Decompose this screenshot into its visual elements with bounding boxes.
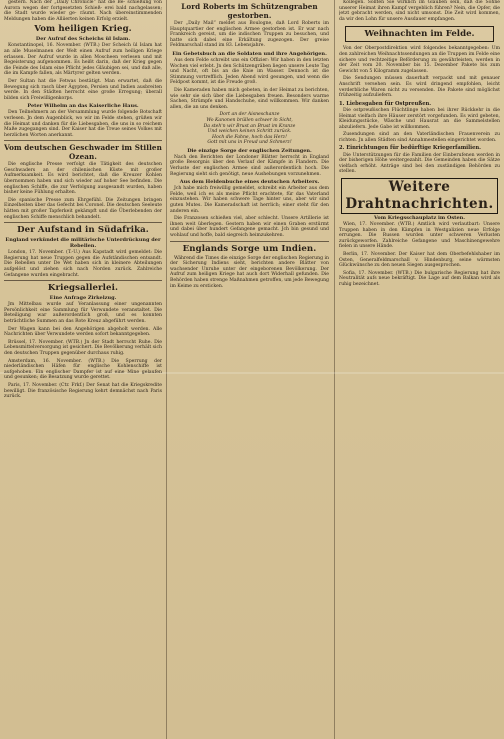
- subheadline: 2. Einrichtungen für bedürftige Kriegerfamilien.: [339, 145, 481, 152]
- article-text: Der Sultan hat die Fetwas bestätigt. Man erwartet, daß die Bewegung sich rasch über Ägypten, Persien und Indien ausbreiten werde. In den Städten herrscht eine große Erregung; überall bilden sich Freiwilligenkorps.: [4, 78, 162, 101]
- article-text: Die Sendungen müssen dauerhaft verpackt und mit genauer Anschrift versehen sein. Es wird dringend empfohlen, leicht verderbliche Waren nicht zu versenden. Die Pakete sind möglichst frühzeitig aufzuliefern.: [339, 76, 500, 99]
- column-rule: [166, 0, 167, 739]
- article-text: gestern. Nach der „Daily Chronicle“ hat die Be- schießung von Aurora wegen der fortgesetzten Schieß- erei bald nachgelassen; die Stadt wurde wieder ge- räumt. Nach übereinstimmenden Meldungen haben die Alliierten keinen Erfolg erzielt.: [4, 0, 162, 22]
- subheadline: 1. Liebesgaben für Ostpreußen.: [339, 100, 432, 107]
- poem: [170, 112, 329, 146]
- article-text: Zusendungen sind an den Vaterländischen Frauenverein zu richten. Jn allen Städten sind Annahmestellen eingerichtet worden.: [339, 132, 500, 143]
- divider: [4, 140, 162, 141]
- article-text: Brüssel, 17. November. (WTB.) Jn der Stadt herrscht Ruhe. Die Lebensmittelversorgung ist gesichert. Die Bevölkerung verhält sich den deutschen Truppen gegenüber durchaus ruhig.: [4, 339, 162, 356]
- subheadline: Ein Gebetsbuch an die Soldaten und ihre Angehörigen.: [172, 50, 327, 57]
- headline: Vom heiligen Krieg.: [34, 24, 132, 35]
- article-text: Die Kameraden haben mich gebeten, in der Heimat zu berichten, wie sehr sie sich über die Liebesgaben freuen. Besonders warme Sachen, Strümpfe und Handschuhe, sind willkommen. Wir danken allen, die an uns denken.: [170, 87, 329, 110]
- column-left: [4, 0, 162, 739]
- article-text: Nach den Berichten der Londoner Blätter herrscht in England große Besorgnis über den Verlauf der Kämpfe in Flandern. Die Verluste der englischen Armee sind außerordentlich hoch. Die Regierung sieht sich genötigt, neue Aushebungen vorzunehmen.: [170, 154, 329, 177]
- subheadline: Der Aufruf des Scheichs ül Islam.: [35, 36, 131, 43]
- article-text: Kollegen. Sollten Sie wirklich im Glauben sein, daß die Söhne unserer Heimat ihren Kampf vergeblich führen? Nein, die Opfer, die jetzt gebracht werden, sind nicht umsonst. Die Zeit wird kommen, da wir den Lohn für unsere Ausdauer empfangen.: [339, 0, 500, 22]
- article-text: Sofia, 17. November. (WTB.) Die bulgarische Regierung hat ihre Neutralität aufs neue bekräftigt. Die Lage auf dem Balkan wird als ruhig bezeichnet.: [339, 270, 500, 287]
- article-text: London, 17. November. (T.-U.) Aus Kapstadt wird gemeldet: Die Regierung hat neue Truppen gegen die Aufständischen entsandt. Die Rebellen unter De Wet haben sich in kleinere Abteilungen aufgelöst und ziehen sich nach Norden zurück. Zahlreiche Gefangene wurden eingebracht.: [4, 250, 162, 278]
- subheadline: England verkündet die militärische Unterdrückung der Rebellen.: [5, 237, 161, 250]
- article-text: Amsterdam, 16. November. (WTB.) Die Sperrung der niederländischen Häfen für englische Kohlenschiffe ist aufgehoben. Ein englischer Dampfer ist auf eine Mine gelaufen und gesunken; die Besatzung wurde gerettet.: [4, 358, 162, 381]
- poem-line: Und weichen keinen Schritt zurück.: [207, 129, 292, 135]
- poem-line: Hoch die Fahne, hoch das Herz!: [212, 134, 287, 140]
- poem-line: Dort an der Aisneschanze: [219, 112, 280, 118]
- article-text: Der „Daily Mail“ meldet aus Boulogne, daß Lord Roberts im Hauptquartier der englischen Armee gestorben ist. Er war nach Frankreich gereist, um die indischen Truppen zu besuchen, und hatte sich dabei eine Erkältung zugezogen. Der greise Feldmarschall stand im 83. Lebensjahre.: [170, 21, 329, 49]
- article-text: Jch habe mich freiwillig gemeldet, schreibt ein Arbeiter aus dem Felde, weil ich es als meine Pflicht erachtete, für das Vaterland einzustehen. Wir haben schwere Tage hinter uns, aber wir sind guten Mutes. Die Kameradschaft ist herrlich; einer steht für den anderen ein.: [170, 186, 329, 214]
- poem-line: Wo Kanonen brüllen schwer in Sicht,: [206, 117, 293, 123]
- subheadline: Peter Wilhelm an das Kaiserliche Haus.: [27, 103, 139, 110]
- article-text: Den Teilnehmern an der Versammlung wurde folgende Botschaft verlesen. Jn dem Augenblick, wo wir im Felde stehen, grüßen wir die Heimat und danken für die Liebesgaben, die uns in so reichem Maße zugegangen sind. Der Kaiser hat die Treue seines Volkes mit herzlichen Worten anerkannt.: [4, 110, 162, 138]
- article-text: Der Wagen kann bei den Angehörigen abgeholt werden. Alle Nachrichten über Verwundete werden sofort bekanntgegeben.: [4, 326, 162, 338]
- article-text: Die spanische Presse zum Ehrgefühl. Die Zeitungen bringen Einzelheiten über das Gefecht bei Coronel. Die deutschen Seeleute hätten mit großer Tapferkeit gekämpft und die Überlebenden der englischen Schiffe menschlich behandelt.: [4, 197, 162, 220]
- column-middle: [170, 0, 329, 739]
- column-rule: [334, 0, 335, 739]
- subheadline: Vom Kriegsschauplatz im Osten.: [373, 215, 466, 222]
- headline: Der Aufstand in Südafrika.: [17, 225, 149, 236]
- article-text: Die englische Presse verfolgt die Tätigkeit des deutschen Geschwaders an der chilenischen Küste mit großer Aufmerksamkeit. Es wird berichtet, daß die Kreuzer Kohlen übernommen haben und sich wieder auf hoher See befinden. Die englischen Schiffe, die zur Verfolgung ausgesandt wurden, haben bisher keine Fühlung erhalten.: [4, 162, 162, 196]
- boxed-headline: Weihnachten im Felde.: [345, 26, 494, 42]
- poem-line: Gott mit uns in Freud und Schmerz!: [207, 140, 292, 146]
- headline: Vom deutschen Geschwader im Stillen Ozean.: [4, 143, 162, 162]
- article-text: Während die Times die einzige Sorge der englischen Regierung in der Sicherung Indiens sieht, berichten andere Blätter von wachsender Unruhe unter der eingeborenen Bevölkerung. Der Aufruf zum heiligen Kriege hat auch dort Widerhall gefunden. Die Behörden haben strenge Maßnahmen getroffen, um jede Bewegung im Keime zu ersticken.: [170, 255, 329, 289]
- subheadline: Eine Anfrage Zirkelzug.: [49, 295, 117, 302]
- article-text: Die Unterstützungen für die Familien der Einberufenen werden in der bisherigen Höhe weitergezahlt. Die Gemeinden haben die Sätze vielfach erhöht. Anträge sind bei den zuständigen Behörden zu stellen.: [339, 152, 500, 175]
- headline: Kriegsallerlei.: [47, 283, 119, 294]
- article-text: Die ostpreußischen Flüchtlinge haben bei ihrer Rückkehr in die Heimat vielfach ihre Häuser zerstört vorgefunden. Es wird gebeten, Kleidungsstücke, Wäsche und Hausrat an die Sammelstellen abzuliefern. Jede Gabe ist willkommen.: [339, 107, 500, 130]
- divider: [4, 280, 162, 281]
- subheadline: Die einzige Sorge der englischen Zeitungen.: [187, 147, 312, 154]
- article-text: Die Franzosen schießen viel, aber schlecht. Unsere Artillerie ist ihnen weit überlegen. Gestern haben wir einen Graben erstürmt und dabei über hundert Gefangene gemacht. Jch bin gesund und wohlauf und hoffe, bald siegreich heimzukehren.: [170, 216, 329, 238]
- divider: [170, 241, 329, 242]
- article-text: Paris, 17. November. (Ctr. Frkf.) Der Senat hat die Kriegskredite bewilligt. Die französische Regierung kehrt demnächst nach Paris zurück.: [4, 382, 162, 400]
- column-right: [339, 0, 500, 739]
- article-text: Von der Oberpostdirektion wird folgendes bekanntgegeben: Um den zahlreichen Weihnachtssendungen an die Truppen im Felde eine sichere und rechtzeitige Beförderung zu gewährleisten, werden in der Zeit vom 20. November bis 15. Dezember Pakete bis zum Gewicht von 5 Kilogramm zugelassen.: [339, 46, 500, 74]
- divider: [4, 222, 162, 223]
- article-text: Wien, 17. November. (WTB.) Amtlich wird verlautbart: Unsere Truppen haben in den Kämpfen in Westgalizien neue Erfolge errungen. Die Russen wurden unter schweren Verlusten zurückgeworfen. Zahlreiche Gefangene und Maschinengewehre fielen in unsere Hände.: [339, 222, 500, 250]
- headline: Lord Roberts im Schützengraben gestorben.: [181, 2, 318, 20]
- article-text: Jm Mittelbau wurde auf Veranlassung einer ungenannten Persönlichkeit eine Sammlung für Verwundete veranstaltet. Die Beteiligung war außerordentlich groß, und es konnten beträchtliche Summen an das Rote Kreuz abgeführt werden.: [4, 302, 162, 324]
- headline: Englands Sorge um Indien.: [182, 243, 317, 254]
- article-text: Aus dem Felde schreibt uns ein Offizier: Wir haben in den letzten Wochen viel erlebt. Jn den Schützengräben liegen unsere Leute Tag und Nacht, oft bis an die Knie im Wasser. Dennoch ist die Stimmung vortrefflich. Jeden Abend wird gesungen, und wenn die Feldpost kommt, ist die Freude groß.: [170, 57, 329, 86]
- banner-headline: Weitere Drahtnachrichten.: [341, 178, 498, 214]
- article-text: Berlin, 17. November. Der Kaiser hat dem Oberbefehlshaber im Osten, Generalfeldmarschall v. Hindenburg, seine wärmsten Glückwünsche zu den neuen Siegen ausgesprochen.: [339, 252, 500, 269]
- article-text: Konstantinopel, 16. November. (WTB.) Der Scheich ül Islam hat an alle Muselmanen der Welt einen Aufruf zum heiligen Kriege erlassen. Der Aufruf wurde in allen Moscheen verlesen und mit Begeisterung aufgenommen. Es heißt darin, daß der Krieg gegen die Feinde des Islam eine Pflicht jedes Gläubigen sei, und daß alle, die im Kampfe fallen, als Märtyrer gelten werden.: [4, 43, 162, 77]
- poem-line: Da steh'n wir Brust an Brust im Kranze: [203, 123, 296, 129]
- subheadline: Aus dem Heldenbuche eines deutschen Arbeiters.: [179, 179, 320, 186]
